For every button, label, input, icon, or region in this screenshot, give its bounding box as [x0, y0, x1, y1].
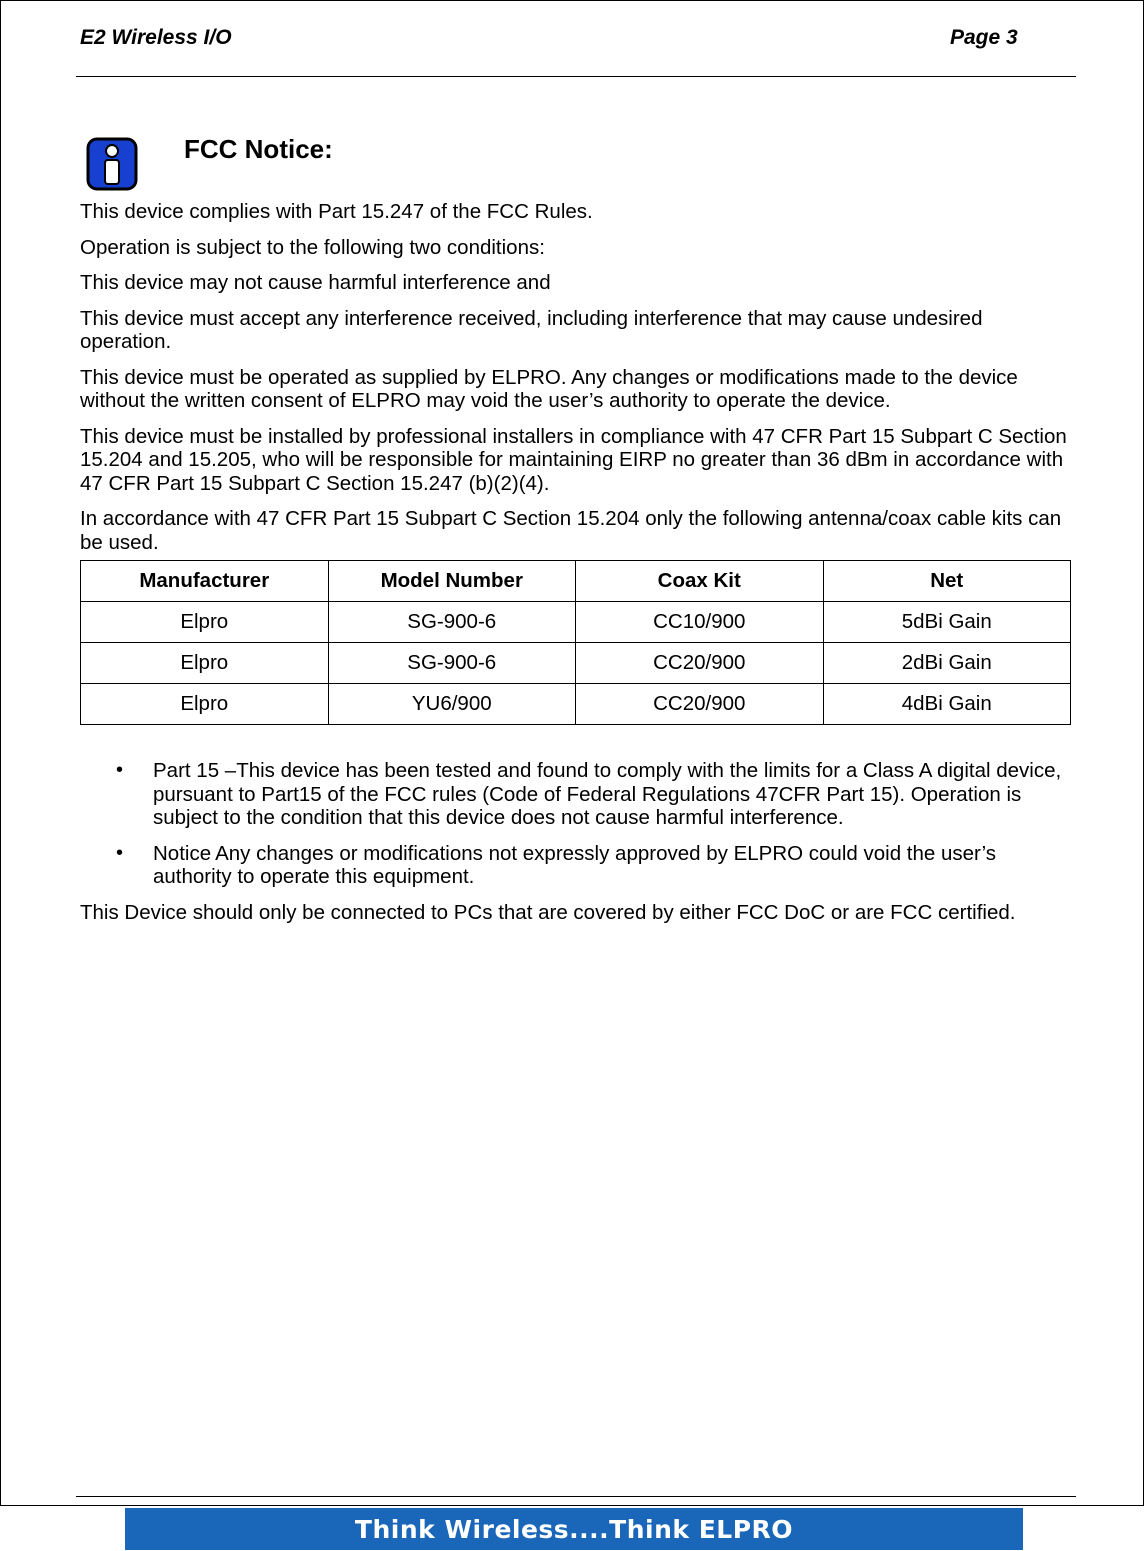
list-item — [80, 759, 1075, 830]
header-divider — [76, 76, 1076, 77]
list-item — [80, 842, 1075, 889]
column-header-coax-kit: Coax Kit — [576, 561, 824, 602]
paragraph-pc-connection: This Device should only be connected to PCs that are covered by either FCC DoC or are FCC certified. — [80, 900, 1016, 924]
paragraph-antenna-kits: In accordance with 47 CFR Part 15 Subpart C Section 15.204 only the following antenna/coax cable kits can be used. — [80, 507, 1062, 554]
bullet-text-modifications: Any changes or modifications not expressly approved by ELPRO could void the user’s authority to operate this equipment. — [153, 841, 997, 888]
paragraph-compliance: This device complies with Part 15.247 of the FCC Rules. — [80, 200, 593, 223]
cell-coax-kit: CC20/900 — [576, 684, 824, 725]
cell-coax-kit: CC10/900 — [576, 602, 824, 643]
bullet-icon: • — [116, 841, 124, 864]
cell-model-number: YU6/900 — [328, 684, 576, 725]
column-header-model-number: Model Number — [328, 561, 576, 602]
table-header-row — [81, 561, 1071, 602]
paragraph-condition-one: This device may not cause harmful interference and — [80, 271, 551, 294]
cell-net: 4dBi Gain — [823, 684, 1071, 725]
bullet-text-part15: Part 15 –This device has been tested and found to comply with the limits for a Class A digital device, pursuant to Part15 of the FCC rules (Code of Federal Regulations 47CFR Part 15). Operation is subject to the condition that this device does not cause harmful interference. — [153, 759, 1062, 829]
footer-banner: Think Wireless....Think ELPRO — [125, 1508, 1023, 1550]
table-row — [81, 602, 1071, 643]
paragraph-operation: This device must be operated as supplied by ELPRO. Any changes or modifications made to the device without the written consent of ELPRO may void the user’s authority to operate the device. — [80, 365, 1018, 412]
cell-model-number: SG-900-6 — [328, 643, 576, 684]
table-row — [81, 643, 1071, 684]
notice-body — [80, 200, 1075, 936]
paragraph-conditions: Operation is subject to the following two conditions: — [80, 235, 545, 259]
cell-manufacturer: Elpro — [81, 684, 329, 725]
paragraph-installation: This device must be installed by professional installers in compliance with 47 CFR Part 15 Subpart C Section 15.204 and 15.205, who will be responsible for maintaining EIRP no greater than 36 dBm in accordance with 47 CFR Part 15 Subpart C Section 15.247 (b)(2)(4). — [80, 424, 1067, 495]
document-title: E2 Wireless I/O — [80, 26, 232, 49]
cell-model-number: SG-900-6 — [328, 602, 576, 643]
column-header-manufacturer: Manufacturer — [81, 561, 329, 602]
paragraph-condition-two: This device must accept any interference received, including interference that may cause undesired operation. — [80, 306, 983, 353]
column-header-net: Net — [823, 561, 1071, 602]
table-row — [81, 684, 1071, 725]
compliance-bullet-list — [80, 759, 1075, 889]
antenna-kit-table — [80, 560, 1071, 725]
bullet-icon: • — [116, 759, 124, 781]
cell-net: 5dBi Gain — [823, 602, 1071, 643]
cell-manufacturer: Elpro — [81, 602, 329, 643]
cell-coax-kit: CC20/900 — [576, 643, 824, 684]
notice-label: Notice — [153, 841, 212, 865]
info-icon — [86, 137, 138, 191]
cell-manufacturer: Elpro — [81, 643, 329, 684]
footer-divider — [76, 1496, 1076, 1497]
cell-net: 2dBi Gain — [823, 643, 1071, 684]
fcc-notice-heading: FCC Notice: — [184, 134, 333, 164]
page-number: Page 3 — [950, 26, 1018, 49]
